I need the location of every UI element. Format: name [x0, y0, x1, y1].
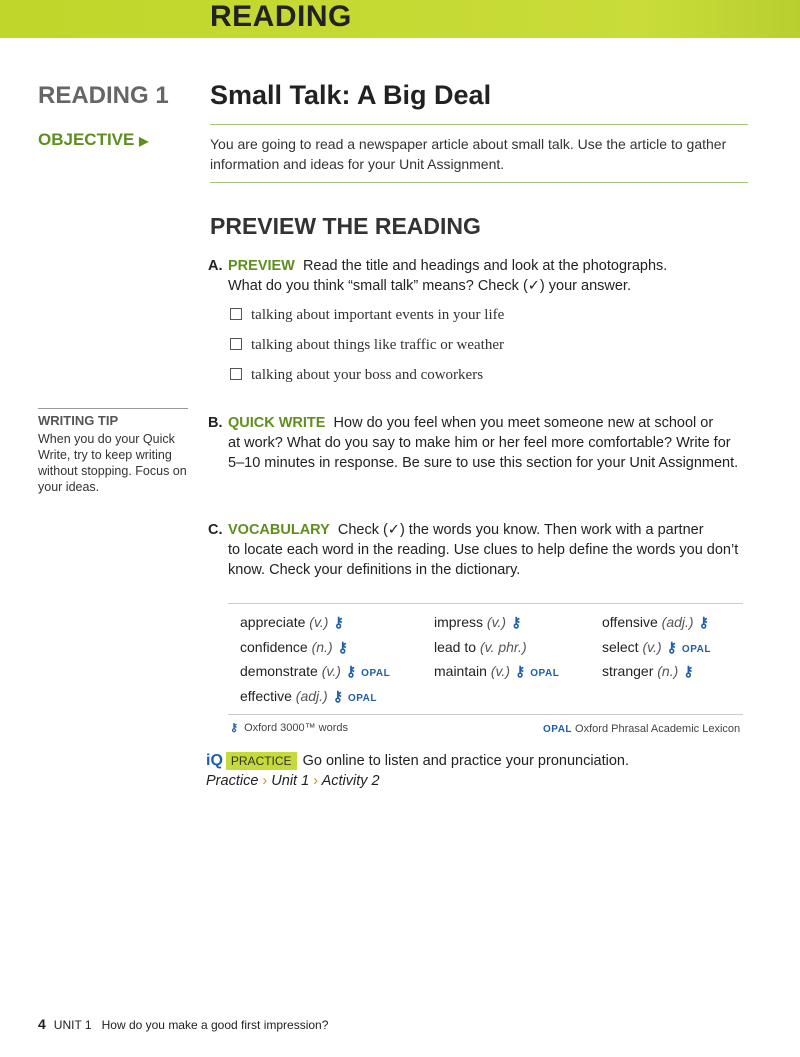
part-of-speech: (adj.): [661, 614, 694, 630]
vocab-word: demonstrate: [240, 663, 318, 679]
key-icon: ⚷: [332, 687, 343, 704]
part-of-speech: (v.): [321, 663, 341, 679]
vocab-item: [602, 639, 711, 656]
option-item[interactable]: [230, 337, 504, 354]
question-b: [208, 413, 748, 473]
key-icon: ⚷: [345, 663, 357, 679]
vocab-item: [434, 663, 559, 680]
opal-badge: OPAL: [361, 668, 391, 679]
vocab-item: [240, 639, 348, 656]
legend-text: Oxford Phrasal Academic Lexicon: [575, 723, 741, 735]
question-text: at work? What do you say to make him or her feel more comfortable? Write for 5–10 minutes in response. Be sure to use this section for your Unit Assignment.: [228, 435, 739, 471]
key-icon: ⚷: [511, 614, 522, 630]
option-label: talking about things like traffic or weather: [251, 337, 504, 353]
part-of-speech: (v.): [309, 614, 329, 630]
path-item[interactable]: Practice: [206, 773, 259, 789]
vocab-word: stranger: [602, 663, 654, 679]
tip-text: When you do your Quick Write, try to keep writing without stopping. Focus on your ideas.: [38, 432, 187, 494]
question-text: Read the title and headings and look at the photographs.: [302, 258, 668, 274]
vocab-item: [602, 663, 694, 680]
vocab-word: effective: [240, 687, 292, 704]
question-a: [208, 256, 748, 296]
vocab-word: lead to: [434, 638, 477, 655]
checkbox[interactable]: [230, 308, 242, 320]
key-icon: ⚷: [515, 663, 526, 679]
checkbox[interactable]: [230, 368, 242, 380]
section-heading: PREVIEW THE READING: [210, 213, 481, 239]
key-icon: ⚷: [683, 663, 694, 679]
option-item[interactable]: [230, 307, 504, 324]
vocab-item: [240, 614, 344, 631]
vocab-word: offensive: [602, 614, 658, 630]
question-keyword: VOCABULARY: [228, 522, 330, 538]
unit-question: How do you make a good first impression?: [101, 1018, 329, 1032]
chevron-right-icon: ›: [313, 773, 319, 789]
iq-practice[interactable]: [206, 752, 629, 770]
question-letter: B.: [208, 415, 223, 431]
divider: [210, 124, 748, 125]
reading-label: READING 1: [38, 82, 169, 109]
path-item[interactable]: Unit 1: [271, 773, 310, 789]
page-title: Small Talk: A Big Deal: [210, 80, 492, 110]
vocab-item: [434, 639, 527, 655]
question-text: Check (✓) the words you know. Then work with a partner: [337, 522, 704, 538]
vocab-item: [240, 688, 377, 705]
part-of-speech: (adj.): [295, 687, 328, 704]
vocab-word: confidence: [240, 638, 308, 655]
objective-text: You are going to read a newspaper article about small talk. Use the article to gather information and ideas for your Unit Assignment.: [210, 136, 727, 172]
key-icon: ⚷: [333, 614, 344, 630]
opal-badge: OPAL: [347, 692, 377, 704]
writing-tip: [38, 408, 188, 495]
iq-logo: iQ: [206, 752, 223, 769]
part-of-speech: (n.): [657, 663, 679, 679]
practice-path: [206, 773, 380, 789]
key-icon: ⚷: [698, 614, 709, 630]
vocab-word: select: [602, 638, 639, 655]
question-text: What do you think “small talk” means? Check (✓) your answer.: [228, 278, 631, 294]
vocab-item: [240, 663, 390, 680]
question-text: How do you feel when you meet someone new at school or: [333, 415, 714, 431]
practice-text: Go online to listen and practice your pronunciation.: [302, 753, 630, 769]
option-label: talking about important events in your life: [251, 307, 505, 323]
part-of-speech: (v.): [486, 614, 507, 630]
legend-text: Oxford 3000™ words: [244, 722, 348, 734]
question-letter: C.: [208, 522, 223, 538]
part-of-speech: (n.): [311, 638, 333, 655]
part-of-speech: (v.): [642, 638, 662, 655]
page-footer: [38, 1016, 328, 1032]
opal-badge: OPAL: [681, 643, 711, 655]
opal-badge: OPAL: [530, 668, 560, 679]
practice-badge: PRACTICE: [226, 752, 297, 770]
objective-text: OBJECTIVE: [38, 130, 135, 149]
question-keyword: PREVIEW: [228, 258, 295, 274]
unit-label: UNIT 1: [53, 1018, 92, 1032]
question-text: to locate each word in the reading. Use clues to help define the words you don’t know. Check your definitions in the dictionary.: [228, 542, 739, 578]
vocab-word: appreciate: [240, 614, 306, 630]
divider: [228, 603, 743, 604]
question-keyword: QUICK WRITE: [228, 415, 326, 431]
key-icon: ⚷: [230, 722, 239, 734]
legend-opal: [543, 723, 740, 735]
section-banner: [0, 0, 800, 38]
checkbox[interactable]: [230, 338, 242, 350]
option-label: talking about your boss and coworkers: [251, 367, 484, 383]
key-icon: ⚷: [337, 638, 348, 655]
question-c: [208, 520, 748, 580]
vocab-word: impress: [434, 614, 484, 630]
divider: [228, 714, 743, 715]
tip-title: WRITING TIP: [38, 413, 119, 428]
page-number: 4: [38, 1016, 46, 1032]
legend-oxford: [230, 721, 348, 734]
objective-label: [38, 130, 148, 150]
vocab-word: maintain: [434, 663, 487, 679]
banner-title: READING: [210, 0, 352, 33]
opal-badge: OPAL: [543, 724, 573, 735]
key-icon: ⚷: [666, 638, 677, 655]
option-item[interactable]: [230, 367, 483, 384]
chevron-right-icon: ›: [262, 773, 268, 789]
path-item[interactable]: Activity 2: [321, 773, 380, 789]
triangle-right-icon: ▶: [139, 134, 149, 148]
part-of-speech: (v.): [490, 663, 510, 679]
vocab-item: [602, 614, 709, 631]
part-of-speech: (v. phr.): [479, 638, 527, 655]
divider: [210, 182, 748, 183]
vocab-item: [434, 614, 521, 631]
question-letter: A.: [208, 258, 223, 274]
